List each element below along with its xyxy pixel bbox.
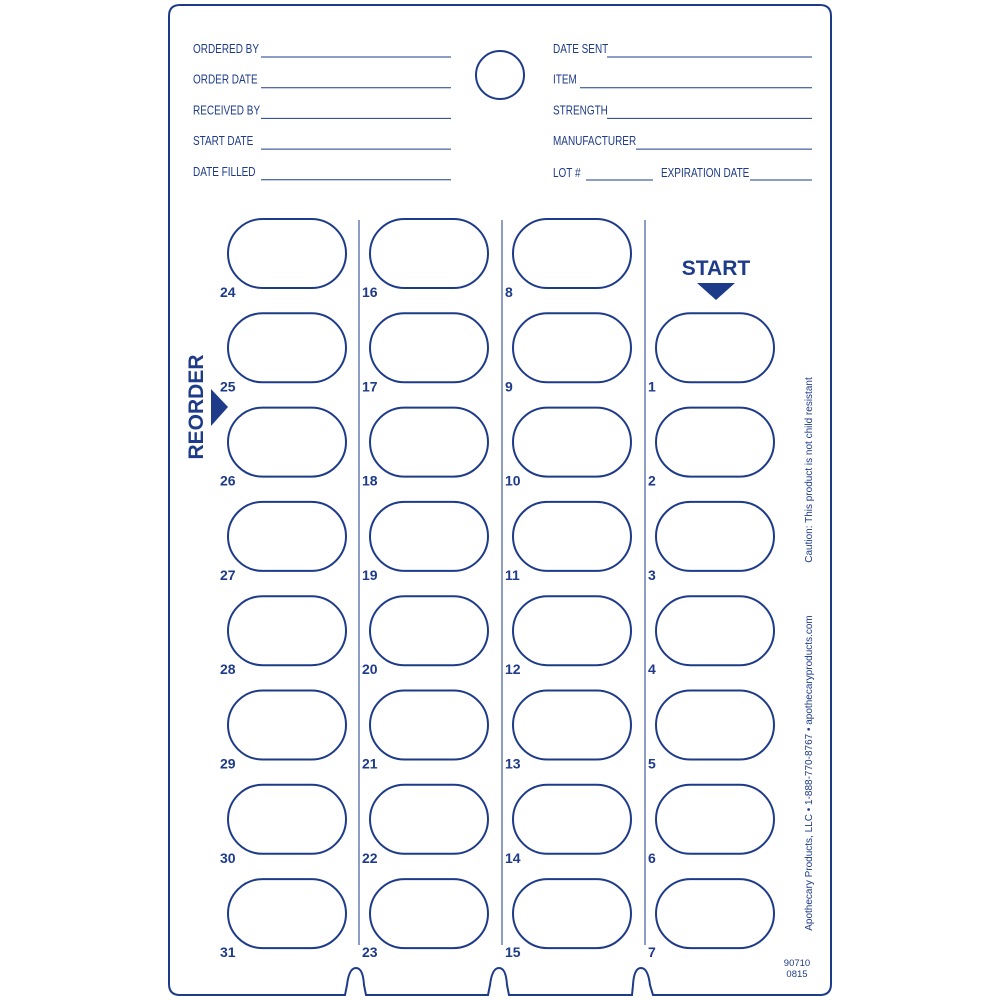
blister-cavity: [228, 596, 346, 665]
day-number: 30: [220, 849, 236, 866]
blister-cavity: [228, 502, 346, 571]
blister-cavity: [228, 879, 346, 948]
day-number: 31: [220, 944, 236, 961]
day-number: 13: [505, 755, 521, 772]
day-number: 8: [505, 284, 513, 300]
blister-cavity: [656, 785, 774, 854]
day-number: 2: [648, 472, 656, 489]
day-number: 26: [220, 472, 236, 489]
blister-cavity: [370, 785, 488, 854]
blister-cavity: [370, 596, 488, 665]
blister-cavity: [513, 785, 631, 854]
day-number: 28: [220, 661, 236, 678]
day-number: 17: [362, 378, 378, 395]
blister-cavity: [656, 596, 774, 665]
day-number: 20: [362, 661, 378, 678]
blister-cavity: [656, 502, 774, 571]
day-number: 19: [362, 566, 378, 583]
blister-cavity: [513, 313, 631, 382]
day-number: 10: [505, 472, 521, 489]
blister-cavity: [370, 313, 488, 382]
form-field-label: RECEIVED BY: [193, 104, 261, 118]
start-label: START: [681, 257, 751, 280]
blister-cavity: [656, 313, 774, 382]
day-number: 18: [362, 472, 378, 489]
blister-cavity: [228, 408, 346, 477]
blister-cavity: [513, 691, 631, 760]
day-number: 15: [505, 944, 521, 961]
hanging-hole: [476, 51, 524, 99]
day-number: 14: [505, 849, 521, 866]
day-number: 24: [220, 284, 236, 300]
day-number: 3: [648, 566, 656, 583]
day-number: 7: [648, 944, 656, 961]
day-number: 25: [220, 378, 236, 395]
blister-cavity: [228, 219, 346, 288]
blister-cavity: [370, 502, 488, 571]
blister-cavity: [513, 502, 631, 571]
day-number: 21: [362, 755, 378, 772]
day-number: 16: [362, 284, 378, 300]
expiration-label: EXPIRATION DATE: [661, 167, 750, 181]
blister-cavity: [656, 408, 774, 477]
form-field-label: ITEM: [553, 73, 577, 88]
blister-cavity: [513, 879, 631, 948]
blister-cavity: [513, 219, 631, 288]
day-number: 29: [220, 755, 236, 772]
blister-cavity: [513, 596, 631, 665]
company-text: Apothecary Products, LLC • 1-888-770-8767 • apothecaryproducts.com: [804, 615, 815, 931]
blister-cavity: [228, 691, 346, 760]
product-code: 90710: [783, 958, 811, 969]
blister-cavity: [370, 408, 488, 477]
day-number: 11: [505, 566, 520, 583]
lot-label: LOT #: [553, 167, 581, 181]
blister-cavity: [228, 313, 346, 382]
blister-cavity: [228, 785, 346, 854]
day-number: 22: [362, 849, 378, 866]
blister-cavity: [513, 408, 631, 477]
day-number: 23: [362, 944, 378, 961]
form-field-label: MANUFACTURER: [553, 135, 637, 149]
form-field-label: STRENGTH: [553, 104, 608, 118]
blister-cavity: [656, 879, 774, 948]
reorder-label: REORDER: [185, 354, 208, 460]
day-number: 9: [505, 378, 513, 395]
day-number: 4: [648, 661, 656, 678]
date-code: 0815: [786, 969, 808, 980]
blister-cavity: [370, 879, 488, 948]
day-number: 1: [648, 378, 656, 395]
form-field-label: START DATE: [193, 135, 254, 149]
blister-cavity: [656, 691, 774, 760]
day-number: 6: [648, 849, 656, 866]
form-field-label: ORDER DATE: [193, 73, 258, 88]
blister-cavity: [370, 219, 488, 288]
form-field-label: DATE FILLED: [193, 165, 256, 180]
caution-text: Caution: This product is not child resistant: [804, 377, 815, 563]
form-field-label: DATE SENT: [553, 43, 609, 57]
day-number: 12: [505, 661, 521, 678]
form-field-label: ORDERED BY: [193, 43, 259, 57]
day-number: 5: [648, 755, 656, 772]
blister-cavity: [370, 691, 488, 760]
day-number: 27: [220, 566, 236, 583]
